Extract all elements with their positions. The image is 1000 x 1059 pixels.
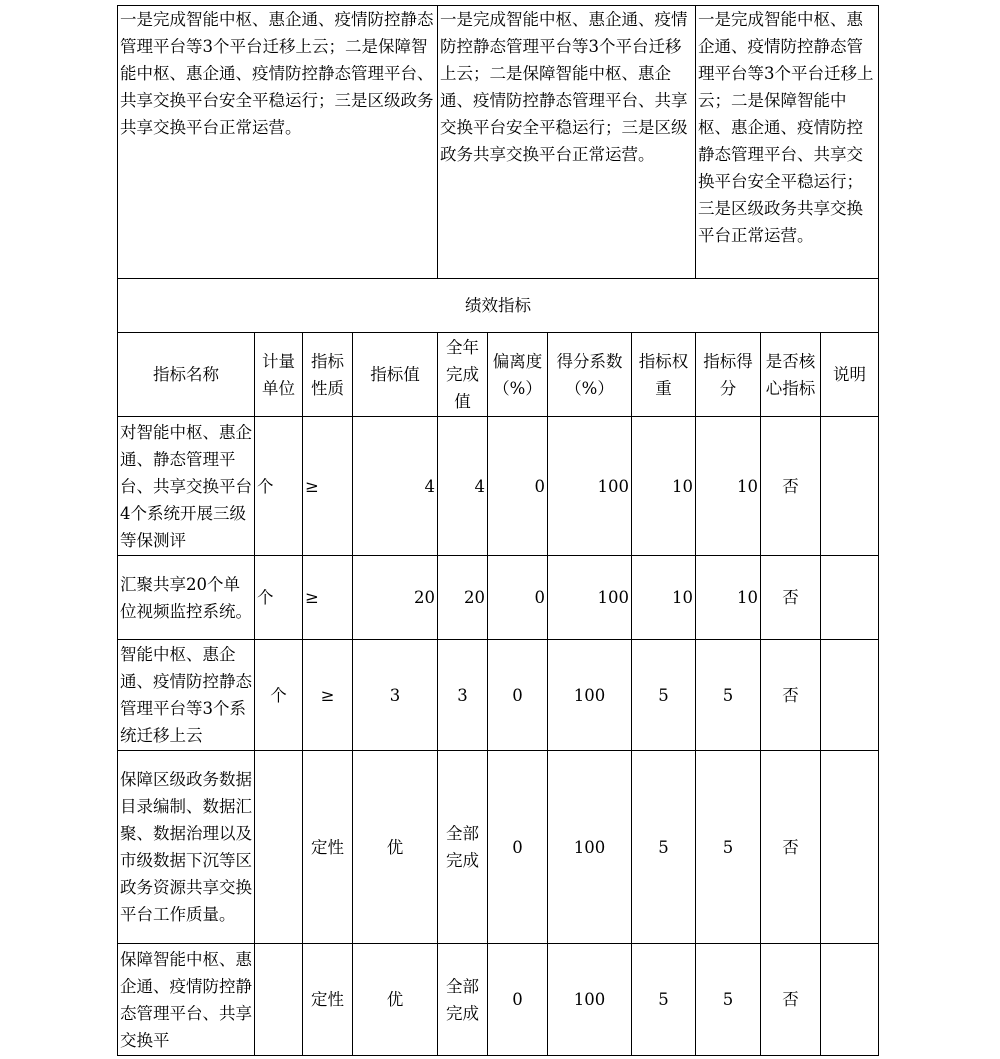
indicator-name: 汇聚共享20个单位视频监控系统。 <box>118 556 255 640</box>
header-score: 指标得分 <box>696 333 761 417</box>
indicator-weight: 10 <box>632 417 696 556</box>
goal-text-3: 一是完成智能中枢、惠企通、疫情防控静态管理平台等3个平台迁移上云；二是保障智能中枢、惠企通、疫情防控静态管理平台、共享交换平台安全平稳运行；三是区级政务共享交换平台正常运营。 <box>696 6 879 279</box>
table-row <box>118 417 879 556</box>
indicator-deviation: 0 <box>488 556 548 640</box>
indicator-weight: 10 <box>632 556 696 640</box>
header-nature: 指标性质 <box>303 333 353 417</box>
indicator-value: 优 <box>353 944 438 1056</box>
goal-text-2: 一是完成智能中枢、惠企通、疫情防控静态管理平台等3个平台迁移上云；二是保障智能中枢、惠企通、疫情防控静态管理平台、共享交换平台安全平稳运行；三是区级政务共享交换平台正常运营。 <box>438 6 696 279</box>
indicator-annual: 4 <box>438 417 488 556</box>
goal-text-1: 一是完成智能中枢、惠企通、疫情防控静态管理平台等3个平台迁移上云；二是保障智能中枢、惠企通、疫情防控静态管理平台、共享交换平台安全平稳运行；三是区级政务共享交换平台正常运营。 <box>118 6 438 279</box>
indicator-note <box>821 751 879 944</box>
indicator-coef: 100 <box>548 751 632 944</box>
table-row <box>118 944 879 1056</box>
indicator-annual: 20 <box>438 556 488 640</box>
indicator-core: 否 <box>761 751 821 944</box>
indicator-deviation: 0 <box>488 417 548 556</box>
indicator-coef: 100 <box>548 640 632 751</box>
header-row <box>118 333 879 417</box>
header-note: 说明 <box>821 333 879 417</box>
indicator-core: 否 <box>761 640 821 751</box>
indicator-note <box>821 640 879 751</box>
indicator-unit <box>255 751 303 944</box>
header-coef: 得分系数（%） <box>548 333 632 417</box>
indicator-nature: 定性 <box>303 751 353 944</box>
indicator-score: 5 <box>696 944 761 1056</box>
indicator-note <box>821 556 879 640</box>
indicator-note <box>821 417 879 556</box>
table-row <box>118 556 879 640</box>
section-title: 绩效指标 <box>118 279 879 333</box>
performance-table <box>117 5 879 1056</box>
indicator-unit <box>255 944 303 1056</box>
indicator-unit: 个 <box>255 556 303 640</box>
indicator-name: 对智能中枢、惠企通、静态管理平台、共享交换平台4个系统开展三级等保测评 <box>118 417 255 556</box>
indicator-coef: 100 <box>548 417 632 556</box>
indicator-name: 智能中枢、惠企通、疫情防控静态管理平台等3个系统迁移上云 <box>118 640 255 751</box>
indicator-nature: 定性 <box>303 944 353 1056</box>
indicator-coef: 100 <box>548 944 632 1056</box>
header-core: 是否核心指标 <box>761 333 821 417</box>
indicator-nature: ≥ <box>303 556 353 640</box>
indicator-annual: 3 <box>438 640 488 751</box>
indicator-name: 保障智能中枢、惠企通、疫情防控静态管理平台、共享交换平 <box>118 944 255 1056</box>
indicator-unit: 个 <box>255 417 303 556</box>
header-unit: 计量单位 <box>255 333 303 417</box>
indicator-value: 4 <box>353 417 438 556</box>
indicator-deviation: 0 <box>488 640 548 751</box>
indicator-name: 保障区级政务数据目录编制、数据汇聚、数据治理以及市级数据下沉等区政务资源共享交换平台工作质量。 <box>118 751 255 944</box>
header-deviation: 偏离度（%） <box>488 333 548 417</box>
indicator-value: 3 <box>353 640 438 751</box>
header-name: 指标名称 <box>118 333 255 417</box>
indicator-score: 10 <box>696 556 761 640</box>
indicator-core: 否 <box>761 944 821 1056</box>
section-row <box>118 279 879 333</box>
indicator-deviation: 0 <box>488 751 548 944</box>
indicator-coef: 100 <box>548 556 632 640</box>
indicator-deviation: 0 <box>488 944 548 1056</box>
indicator-weight: 5 <box>632 944 696 1056</box>
header-annual: 全年完成值 <box>438 333 488 417</box>
header-weight: 指标权重 <box>632 333 696 417</box>
indicator-core: 否 <box>761 556 821 640</box>
indicator-score: 5 <box>696 640 761 751</box>
indicator-score: 5 <box>696 751 761 944</box>
indicator-nature: ≥ <box>303 417 353 556</box>
indicator-weight: 5 <box>632 751 696 944</box>
indicator-core: 否 <box>761 417 821 556</box>
indicator-unit: 个 <box>255 640 303 751</box>
indicator-nature: ≥ <box>303 640 353 751</box>
table-row <box>118 751 879 944</box>
goals-row <box>118 6 879 279</box>
indicator-annual: 全部完成 <box>438 944 488 1056</box>
indicator-score: 10 <box>696 417 761 556</box>
indicator-value: 优 <box>353 751 438 944</box>
table-row <box>118 640 879 751</box>
header-value: 指标值 <box>353 333 438 417</box>
indicator-weight: 5 <box>632 640 696 751</box>
indicator-note <box>821 944 879 1056</box>
indicator-annual: 全部完成 <box>438 751 488 944</box>
indicator-value: 20 <box>353 556 438 640</box>
